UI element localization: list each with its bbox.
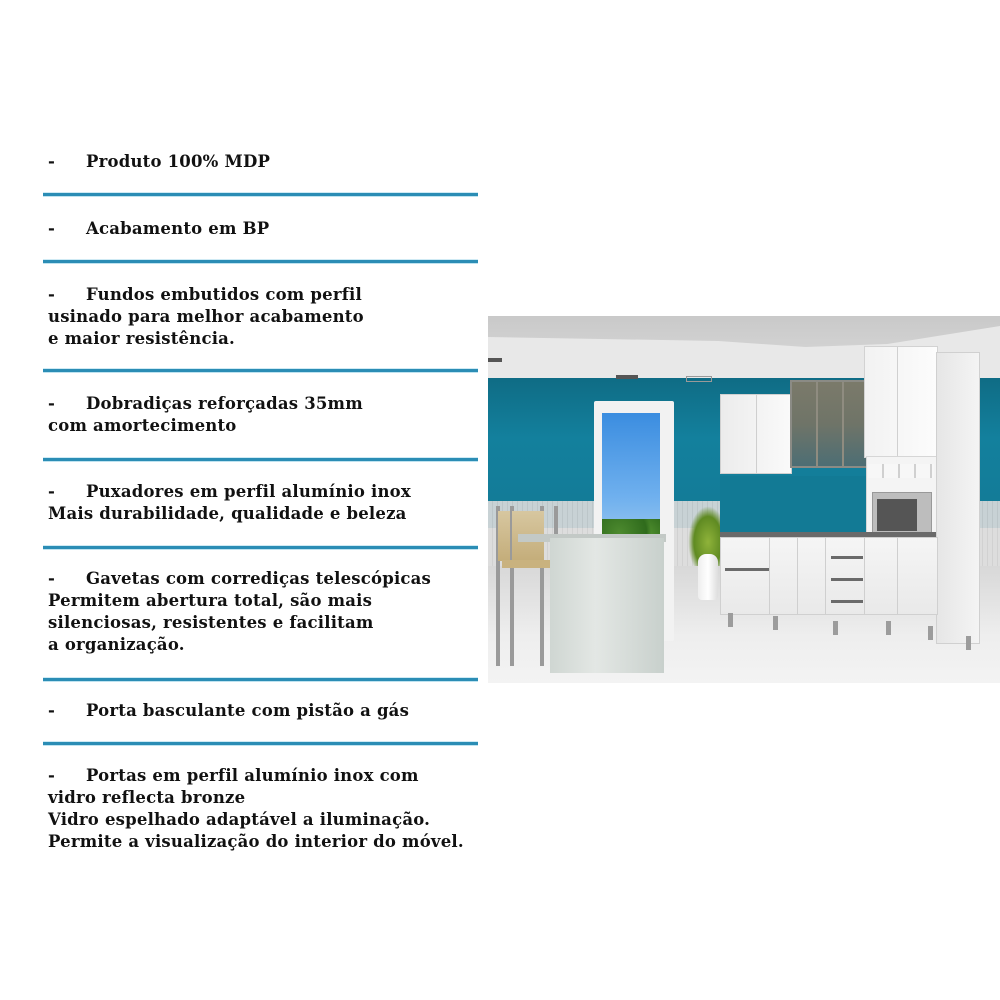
bullet-dash: -	[48, 394, 56, 413]
feature-text: Permite a visualização do interior do móvel.	[48, 832, 464, 851]
feature-text: vidro reflecta bronze	[48, 788, 246, 807]
microwave-window	[877, 499, 917, 531]
product-photo	[488, 316, 1000, 683]
feature-text: Acabamento em BP	[86, 219, 270, 238]
glass-door-cabinet	[790, 380, 869, 468]
door-frame	[816, 382, 818, 466]
bullet-dash: -	[48, 219, 56, 238]
drawer-handle	[725, 568, 769, 571]
marble-counter	[550, 538, 664, 673]
cabinet-leg	[728, 613, 733, 627]
wine-rack	[868, 464, 934, 478]
feature-item-glass-doors	[48, 765, 464, 853]
divider	[43, 369, 478, 372]
vase	[698, 554, 718, 600]
door-seam	[897, 347, 898, 457]
tall-cabinet-side	[936, 352, 980, 644]
divider	[43, 546, 478, 549]
divider	[43, 742, 478, 745]
feature-item-hinges	[48, 393, 363, 437]
drawer-handle	[831, 556, 863, 559]
feature-item-backs	[48, 284, 364, 350]
feature-item-handles	[48, 481, 411, 525]
door-seam	[797, 538, 798, 614]
door-seam	[769, 538, 770, 614]
feature-item-finish	[48, 218, 269, 240]
divider	[43, 678, 478, 681]
feature-text: Fundos embutidos com perfil	[86, 285, 362, 304]
bullet-dash: -	[48, 569, 56, 588]
cabinet-leg	[773, 616, 778, 630]
feature-text: Portas em perfil alumínio inox com	[86, 766, 419, 785]
drawer-handle	[831, 578, 863, 581]
base-cabinet	[720, 537, 938, 615]
ceiling-vent	[686, 376, 712, 382]
feature-text: Mais durabilidade, qualidade e beleza	[48, 504, 407, 523]
feature-item-drawers	[48, 568, 431, 656]
door-seam	[864, 538, 865, 614]
feature-text: Gavetas com corrediças telescópicas	[86, 569, 432, 588]
feature-text: Dobradiças reforçadas 35mm	[86, 394, 363, 413]
ceiling-vent	[616, 375, 638, 379]
feature-text: com amortecimento	[48, 416, 237, 435]
divider	[43, 193, 478, 196]
feature-text: usinado para melhor acabamento	[48, 307, 364, 326]
backsplash	[720, 476, 866, 536]
feature-text: a organização.	[48, 635, 185, 654]
cabinet-leg	[966, 636, 971, 650]
feature-item-mdp	[48, 151, 270, 173]
feature-item-tilt-door	[48, 700, 409, 722]
bullet-dash: -	[48, 766, 56, 785]
bullet-dash: -	[48, 482, 56, 501]
door-seam	[756, 395, 757, 473]
door-frame	[842, 382, 844, 466]
ceiling-vent	[488, 358, 502, 362]
drawer-handle	[831, 600, 863, 603]
feature-text: Puxadores em perfil alumínio inox	[86, 482, 411, 501]
feature-text: e maior resistência.	[48, 329, 236, 348]
feature-text: Permitem abertura total, são mais	[48, 591, 373, 610]
bullet-dash: -	[48, 152, 56, 171]
cabinet-leg	[833, 621, 838, 635]
door-seam	[897, 538, 898, 614]
feature-text: Produto 100% MDP	[86, 152, 271, 171]
door-seam	[825, 538, 826, 614]
feature-text: Porta basculante com pistão a gás	[86, 701, 410, 720]
tall-cabinet-upper	[864, 346, 938, 458]
feature-text: silenciosas, resistentes e facilitam	[48, 613, 374, 632]
cabinet-leg	[886, 621, 891, 635]
stool-seat	[502, 560, 556, 568]
bullet-dash: -	[48, 701, 56, 720]
cabinet-leg	[928, 626, 933, 640]
bullet-dash: -	[48, 285, 56, 304]
divider	[43, 260, 478, 263]
feature-text: Vidro espelhado adaptável a iluminação.	[48, 810, 431, 829]
upper-cabinet	[720, 394, 792, 474]
divider	[43, 458, 478, 461]
